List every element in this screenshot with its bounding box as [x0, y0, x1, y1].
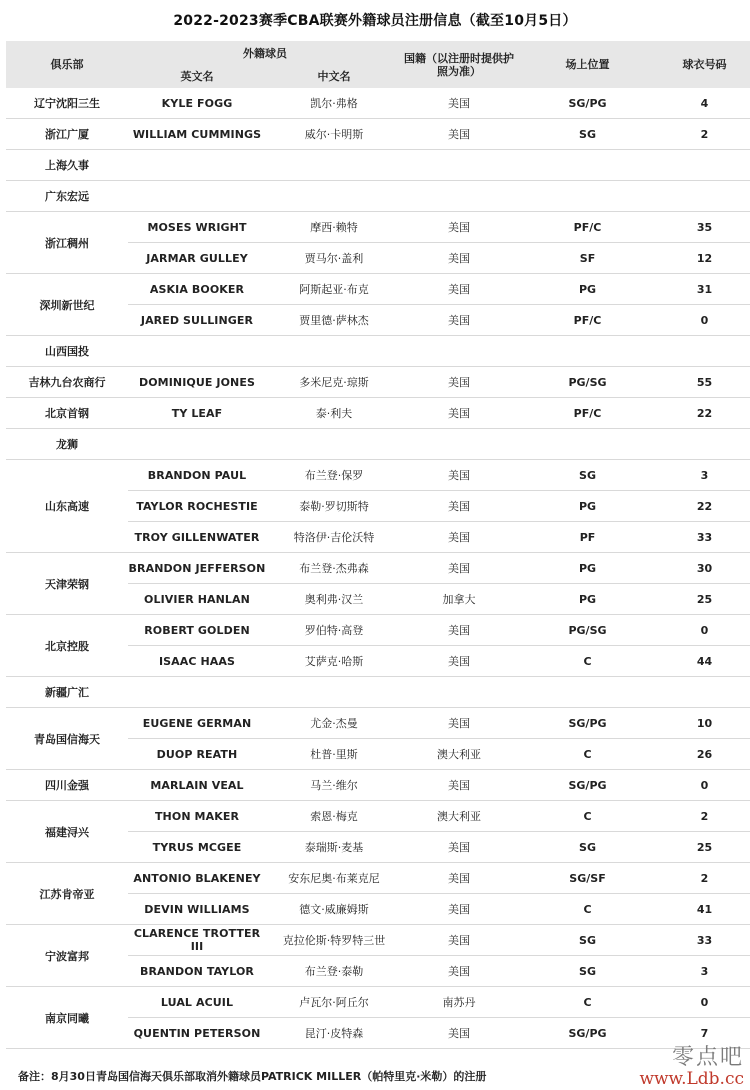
- player-chinese-name: 杜普·里斯: [266, 739, 402, 770]
- table-row: [6, 801, 750, 832]
- club-name: 四川金强: [6, 770, 128, 801]
- club-name: 山西国投: [6, 336, 128, 367]
- header-nationality: 国籍（以注册时提供护照为准）: [402, 41, 516, 88]
- player-english-name: JARED SULLINGER: [128, 305, 266, 336]
- table-row: [6, 367, 750, 398]
- player-nationality: 美国: [402, 956, 516, 987]
- club-name: 北京首钢: [6, 398, 128, 429]
- table-body: [6, 88, 750, 1049]
- header-chinese-name: 中文名: [266, 65, 402, 88]
- player-chinese-name: 奥利弗·汉兰: [266, 584, 402, 615]
- player-jersey-number: 10: [659, 708, 750, 739]
- player-chinese-name: 艾萨克·哈斯: [266, 646, 402, 677]
- player-jersey-number: 33: [659, 522, 750, 553]
- player-chinese-name: 泰·利夫: [266, 398, 402, 429]
- player-jersey-number: [659, 677, 750, 708]
- player-position: PG: [516, 491, 659, 522]
- table-row: [6, 119, 750, 150]
- footnote: 备注：8月30日青岛国信海天俱乐部取消外籍球员PATRICK MILLER（帕特里克·米勒）的注册: [18, 1070, 487, 1083]
- player-english-name: MARLAIN VEAL: [128, 770, 266, 801]
- player-jersey-number: 33: [659, 925, 750, 956]
- player-english-name: MOSES WRIGHT: [128, 212, 266, 243]
- table-row-empty: [6, 181, 750, 212]
- watermark-text: 零点吧: [671, 1045, 744, 1070]
- player-position: C: [516, 987, 659, 1018]
- player-chinese-name: 马兰·维尔: [266, 770, 402, 801]
- club-name: 北京控股: [6, 615, 128, 677]
- player-jersey-number: 2: [659, 801, 750, 832]
- club-name: 浙江稠州: [6, 212, 128, 274]
- player-position: C: [516, 739, 659, 770]
- player-position: SG: [516, 956, 659, 987]
- player-chinese-name: 布兰登·保罗: [266, 460, 402, 491]
- player-chinese-name: 特洛伊·吉伦沃特: [266, 522, 402, 553]
- player-position: [516, 150, 659, 181]
- table-row-empty: [6, 336, 750, 367]
- player-english-name: ROBERT GOLDEN: [128, 615, 266, 646]
- player-position: C: [516, 801, 659, 832]
- page-title: 2022-2023赛季CBA联赛外籍球员注册信息（截至10月5日）: [173, 13, 577, 29]
- player-english-name: BRANDON JEFFERSON: [128, 553, 266, 584]
- player-chinese-name: 摩西·赖特: [266, 212, 402, 243]
- watermark-url: www.Ldb.cc: [639, 1069, 744, 1089]
- player-position: PF/C: [516, 212, 659, 243]
- player-position: [516, 181, 659, 212]
- player-jersey-number: 35: [659, 212, 750, 243]
- club-name: 深圳新世纪: [6, 274, 128, 336]
- player-position: PG: [516, 584, 659, 615]
- player-jersey-number: 2: [659, 863, 750, 894]
- player-position: PF/C: [516, 398, 659, 429]
- player-chinese-name: 贾马尔·盖利: [266, 243, 402, 274]
- table-row: [6, 770, 750, 801]
- player-jersey-number: [659, 429, 750, 460]
- player-position: SF: [516, 243, 659, 274]
- table-row: [6, 987, 750, 1018]
- header-jersey: 球衣号码: [659, 41, 750, 88]
- club-name: 南京同曦: [6, 987, 128, 1049]
- player-position: SG/PG: [516, 88, 659, 119]
- player-jersey-number: [659, 181, 750, 212]
- player-nationality: 美国: [402, 1018, 516, 1049]
- player-nationality: 美国: [402, 925, 516, 956]
- player-nationality: 美国: [402, 243, 516, 274]
- player-english-name: KYLE FOGG: [128, 88, 266, 119]
- player-chinese-name: 多米尼克·琼斯: [266, 367, 402, 398]
- player-nationality: [402, 336, 516, 367]
- player-registration-table: [6, 41, 750, 1049]
- player-english-name: DOMINIQUE JONES: [128, 367, 266, 398]
- player-nationality: 美国: [402, 863, 516, 894]
- player-position: [516, 677, 659, 708]
- player-english-name: TAYLOR ROCHESTIE: [128, 491, 266, 522]
- player-nationality: 美国: [402, 305, 516, 336]
- player-chinese-name: 布兰登·泰勒: [266, 956, 402, 987]
- player-chinese-name: [266, 429, 402, 460]
- player-position: SG: [516, 925, 659, 956]
- player-nationality: 美国: [402, 491, 516, 522]
- player-nationality: 美国: [402, 119, 516, 150]
- table-row: [6, 88, 750, 119]
- player-nationality: 美国: [402, 398, 516, 429]
- player-nationality: [402, 429, 516, 460]
- player-chinese-name: 昆汀·皮特森: [266, 1018, 402, 1049]
- player-english-name: OLIVIER HANLAN: [128, 584, 266, 615]
- player-english-name: [128, 677, 266, 708]
- player-english-name: DUOP REATH: [128, 739, 266, 770]
- player-nationality: 美国: [402, 88, 516, 119]
- player-english-name: THON MAKER: [128, 801, 266, 832]
- club-name: 新疆广汇: [6, 677, 128, 708]
- player-nationality: 美国: [402, 367, 516, 398]
- player-chinese-name: 凯尔·弗格: [266, 88, 402, 119]
- club-name: 吉林九台农商行: [6, 367, 128, 398]
- player-nationality: 美国: [402, 708, 516, 739]
- club-name: 上海久事: [6, 150, 128, 181]
- club-name: 广东宏远: [6, 181, 128, 212]
- player-position: SG: [516, 119, 659, 150]
- player-chinese-name: 阿斯起亚·布克: [266, 274, 402, 305]
- player-jersey-number: 44: [659, 646, 750, 677]
- player-english-name: [128, 336, 266, 367]
- player-position: SG/PG: [516, 1018, 659, 1049]
- player-english-name: WILLIAM CUMMINGS: [128, 119, 266, 150]
- club-name: 江苏肯帝亚: [6, 863, 128, 925]
- player-position: PG/SG: [516, 615, 659, 646]
- player-chinese-name: 克拉伦斯·特罗特三世: [266, 925, 402, 956]
- player-english-name: BRANDON PAUL: [128, 460, 266, 491]
- header-position: 场上位置: [516, 41, 659, 88]
- player-jersey-number: 31: [659, 274, 750, 305]
- player-jersey-number: 55: [659, 367, 750, 398]
- player-nationality: [402, 677, 516, 708]
- player-chinese-name: 泰瑞斯·麦基: [266, 832, 402, 863]
- player-jersey-number: 7: [659, 1018, 750, 1049]
- player-nationality: [402, 150, 516, 181]
- player-chinese-name: [266, 150, 402, 181]
- player-nationality: 澳大利亚: [402, 739, 516, 770]
- player-jersey-number: 0: [659, 615, 750, 646]
- club-name: 福建浔兴: [6, 801, 128, 863]
- header-english-name: 英文名: [128, 65, 266, 88]
- player-position: [516, 336, 659, 367]
- player-chinese-name: 罗伯特·高登: [266, 615, 402, 646]
- table-row-empty: [6, 677, 750, 708]
- table-row-empty: [6, 429, 750, 460]
- player-english-name: QUENTIN PETERSON: [128, 1018, 266, 1049]
- table-row: [6, 553, 750, 584]
- table-row: [6, 708, 750, 739]
- player-jersey-number: 0: [659, 305, 750, 336]
- table-row: [6, 863, 750, 894]
- player-position: SG: [516, 832, 659, 863]
- watermark: [614, 1040, 744, 1089]
- player-chinese-name: 尤金·杰曼: [266, 708, 402, 739]
- player-english-name: ISAAC HAAS: [128, 646, 266, 677]
- club-name: 浙江广厦: [6, 119, 128, 150]
- player-chinese-name: 卢瓦尔·阿丘尔: [266, 987, 402, 1018]
- player-position: C: [516, 646, 659, 677]
- player-chinese-name: 德文·威廉姆斯: [266, 894, 402, 925]
- player-jersey-number: 0: [659, 770, 750, 801]
- club-name: 山东高速: [6, 460, 128, 553]
- player-position: SG/PG: [516, 770, 659, 801]
- player-english-name: [128, 181, 266, 212]
- player-position: PG: [516, 553, 659, 584]
- player-position: PG: [516, 274, 659, 305]
- header-club: 俱乐部: [6, 41, 128, 88]
- player-jersey-number: 0: [659, 987, 750, 1018]
- player-nationality: [402, 181, 516, 212]
- table-row: [6, 925, 750, 956]
- player-position: SG/SF: [516, 863, 659, 894]
- player-position: SG/PG: [516, 708, 659, 739]
- player-jersey-number: 22: [659, 491, 750, 522]
- table-row: [6, 615, 750, 646]
- player-chinese-name: [266, 336, 402, 367]
- player-nationality: 美国: [402, 646, 516, 677]
- player-nationality: 加拿大: [402, 584, 516, 615]
- player-english-name: TY LEAF: [128, 398, 266, 429]
- table-row: [6, 460, 750, 491]
- player-jersey-number: 4: [659, 88, 750, 119]
- player-english-name: [128, 150, 266, 181]
- player-english-name: EUGENE GERMAN: [128, 708, 266, 739]
- player-chinese-name: 索恩·梅克: [266, 801, 402, 832]
- club-name: 辽宁沈阳三生: [6, 88, 128, 119]
- player-nationality: 美国: [402, 770, 516, 801]
- player-jersey-number: 22: [659, 398, 750, 429]
- player-nationality: 美国: [402, 553, 516, 584]
- player-english-name: TYRUS MCGEE: [128, 832, 266, 863]
- player-chinese-name: 布兰登·杰弗森: [266, 553, 402, 584]
- player-nationality: 美国: [402, 522, 516, 553]
- header-foreign-players: 外籍球员: [128, 41, 402, 65]
- player-english-name: TROY GILLENWATER: [128, 522, 266, 553]
- club-name: 天津荣钢: [6, 553, 128, 615]
- player-nationality: 美国: [402, 894, 516, 925]
- player-nationality: 澳大利亚: [402, 801, 516, 832]
- player-jersey-number: 26: [659, 739, 750, 770]
- table-row-empty: [6, 150, 750, 181]
- player-english-name: DEVIN WILLIAMS: [128, 894, 266, 925]
- player-position: PG/SG: [516, 367, 659, 398]
- player-jersey-number: 30: [659, 553, 750, 584]
- player-english-name: ANTONIO BLAKENEY: [128, 863, 266, 894]
- player-jersey-number: 12: [659, 243, 750, 274]
- player-jersey-number: 3: [659, 460, 750, 491]
- player-english-name: ASKIA BOOKER: [128, 274, 266, 305]
- player-nationality: 美国: [402, 212, 516, 243]
- club-name: 宁波富邦: [6, 925, 128, 987]
- player-english-name: LUAL ACUIL: [128, 987, 266, 1018]
- table-header: [6, 41, 750, 88]
- player-jersey-number: 3: [659, 956, 750, 987]
- table-row: [6, 212, 750, 243]
- player-english-name: JARMAR GULLEY: [128, 243, 266, 274]
- player-nationality: 美国: [402, 274, 516, 305]
- player-english-name: [128, 429, 266, 460]
- player-position: SG: [516, 460, 659, 491]
- player-jersey-number: 25: [659, 832, 750, 863]
- player-chinese-name: 安东尼奥·布莱克尼: [266, 863, 402, 894]
- player-jersey-number: 25: [659, 584, 750, 615]
- player-position: C: [516, 894, 659, 925]
- player-nationality: 美国: [402, 460, 516, 491]
- table-row: [6, 398, 750, 429]
- player-jersey-number: [659, 336, 750, 367]
- player-nationality: 美国: [402, 615, 516, 646]
- player-english-name: CLARENCE TROTTER III: [128, 925, 266, 956]
- player-position: PF: [516, 522, 659, 553]
- club-name: 青岛国信海天: [6, 708, 128, 770]
- player-chinese-name: 泰勒·罗切斯特: [266, 491, 402, 522]
- player-jersey-number: 41: [659, 894, 750, 925]
- player-chinese-name: [266, 181, 402, 212]
- player-position: [516, 429, 659, 460]
- player-english-name: BRANDON TAYLOR: [128, 956, 266, 987]
- player-chinese-name: 贾里德·萨林杰: [266, 305, 402, 336]
- player-chinese-name: 威尔·卡明斯: [266, 119, 402, 150]
- player-chinese-name: [266, 677, 402, 708]
- player-nationality: 美国: [402, 832, 516, 863]
- player-nationality: 南苏丹: [402, 987, 516, 1018]
- player-position: PF/C: [516, 305, 659, 336]
- player-jersey-number: 2: [659, 119, 750, 150]
- club-name: 龙狮: [6, 429, 128, 460]
- table-row: [6, 274, 750, 305]
- player-jersey-number: [659, 150, 750, 181]
